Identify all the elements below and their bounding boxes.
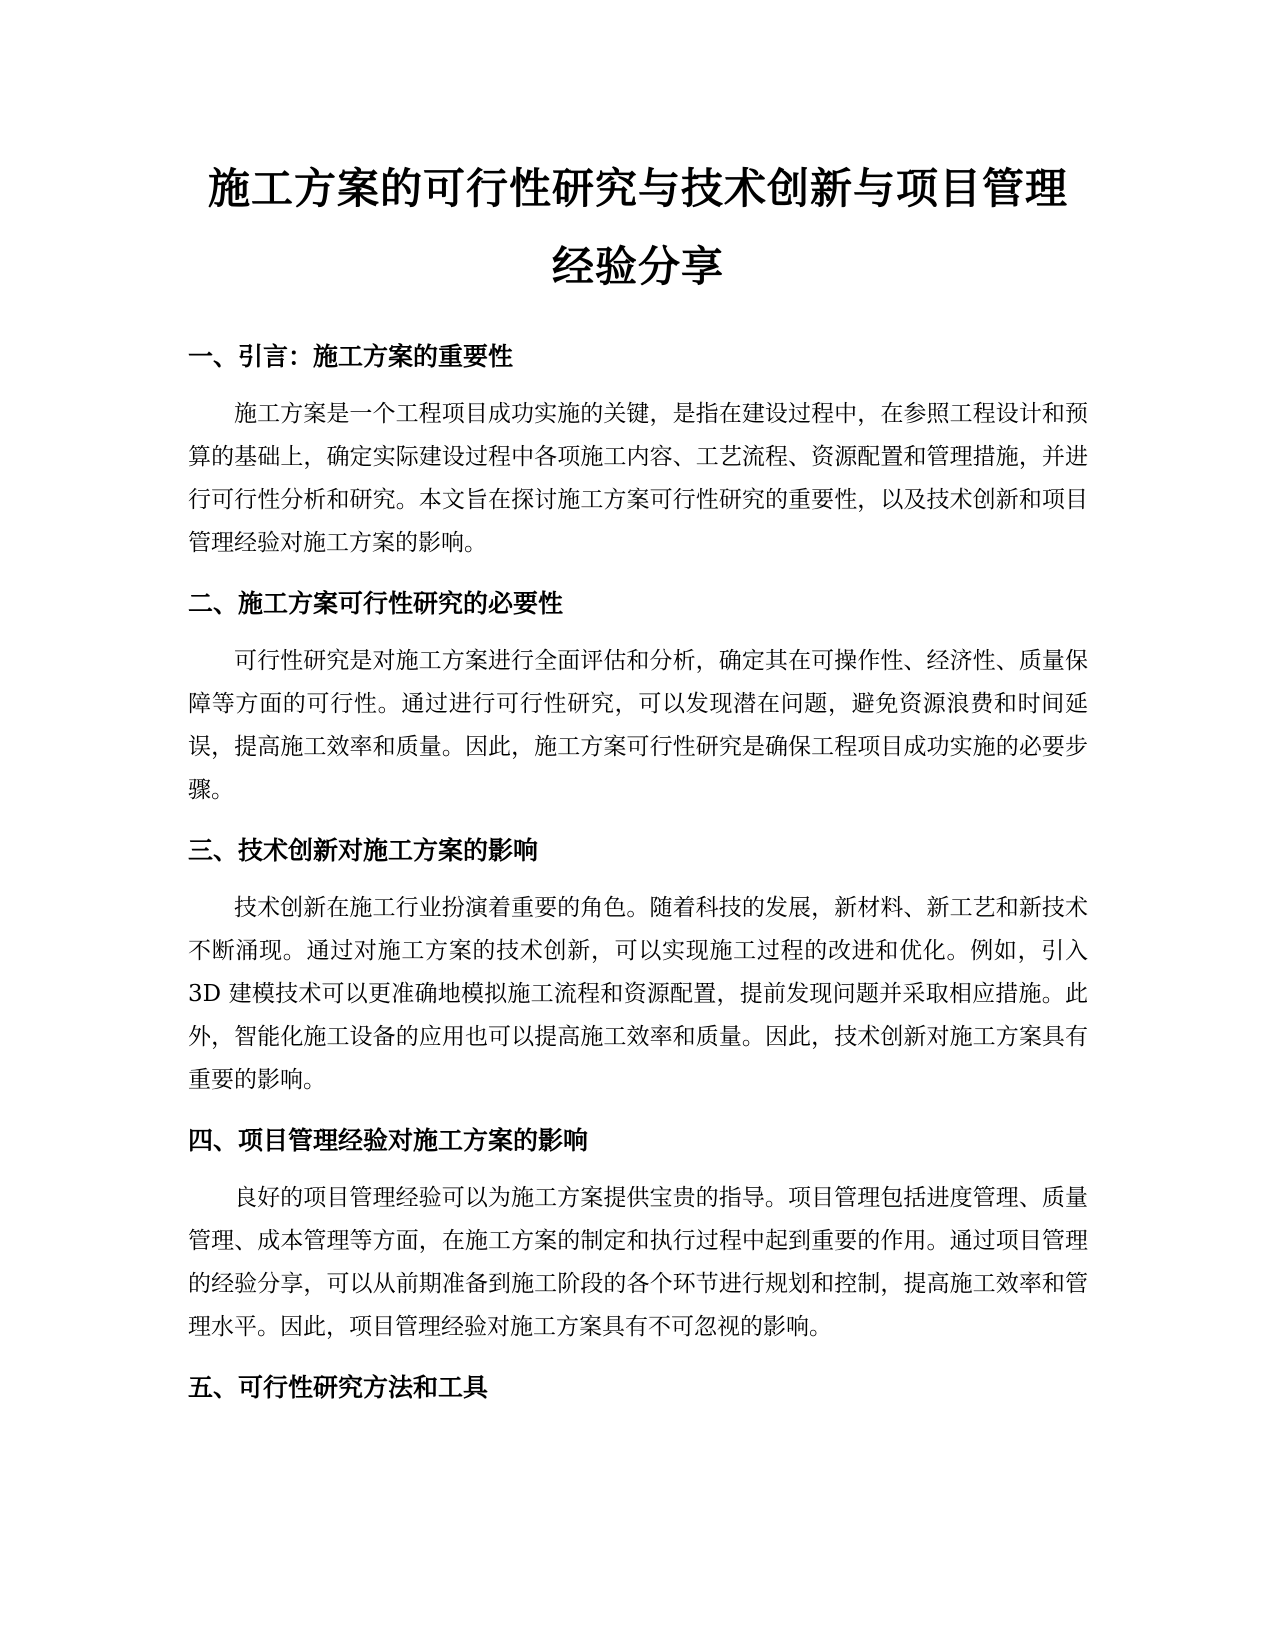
section-paragraph-2: 可行性研究是对施工方案进行全面评估和分析，确定其在可操作性、经济性、质量保障等方面的可行性。通过进行可行性研究，可以发现潜在问题，避免资源浪费和时间延误，提高施工效率和质量。因此，施工方案可行性研究是确保工程项目成功实施的必要步骤。 xyxy=(188,648,1088,803)
section-paragraph-1: 施工方案是一个工程项目成功实施的关键，是指在建设过程中，在参照工程设计和预算的基础上，确定实际建设过程中各项施工内容、工艺流程、资源配置和管理措施，并进行可行性分析和研究。本文旨在探讨施工方案可行性研究的重要性，以及技术创新和项目管理经验对施工方案的影响。 xyxy=(188,401,1088,556)
section-heading-4: 四、项目管理经验对施工方案的影响 xyxy=(188,1126,589,1155)
section-heading-2: 二、施工方案可行性研究的必要性 xyxy=(188,589,564,618)
document-title: 施工方案的可行性研究与技术创新与项目管理经验分享 xyxy=(207,164,1068,291)
section-paragraph-4: 良好的项目管理经验可以为施工方案提供宝贵的指导。项目管理包括进度管理、质量管理、成本管理等方面，在施工方案的制定和执行过程中起到重要的作用。通过项目管理的经验分享，可以从前期准备到施工阶段的各个环节进行规划和控制，提高施工效率和管理水平。因此，项目管理经验对施工方案具有不可忽视的影响。 xyxy=(188,1185,1088,1340)
section-paragraph-3: 技术创新在施工行业扮演着重要的角色。随着科技的发展，新材料、新工艺和新技术不断涌现。通过对施工方案的技术创新，可以实现施工过程的改进和优化。例如，引入 3D 建模技术可以更准确地模拟施工流程和资源配置，提前发现问题并采取相应措施。此外，智能化施工设备的应用也可以提高施工效率和质量。因此，技术创新对施工方案具有重要的影响。 xyxy=(188,895,1088,1093)
document-body xyxy=(188,150,1088,1405)
section-heading-5: 五、可行性研究方法和工具 xyxy=(188,1373,489,1402)
section-heading-1: 一、引言：施工方案的重要性 xyxy=(188,342,514,371)
section-heading-3: 三、技术创新对施工方案的影响 xyxy=(188,836,539,865)
